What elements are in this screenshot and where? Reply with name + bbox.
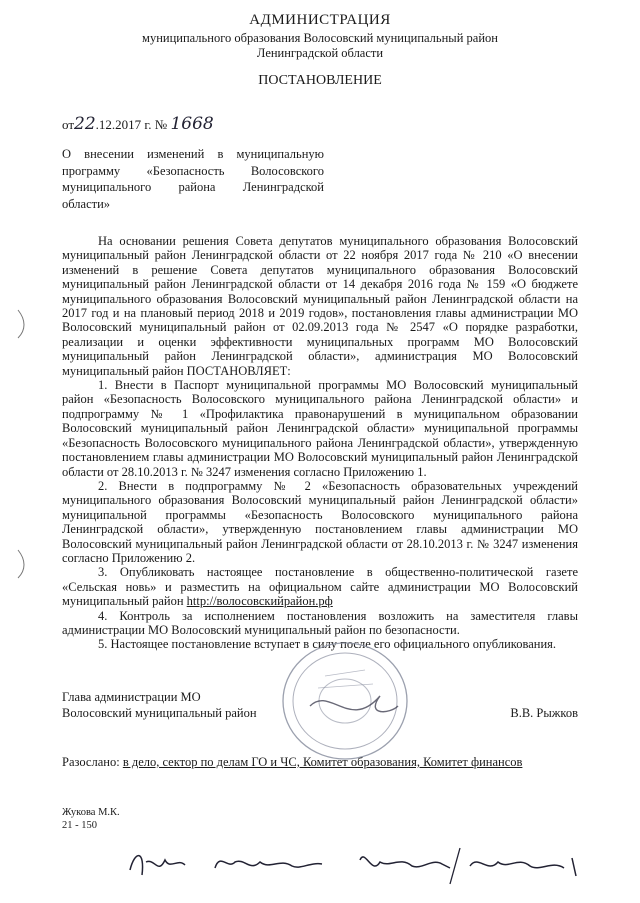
approval-signatures-handwritten [60,840,620,890]
org-subtitle-line2: Ленинградской области [256,46,384,60]
executor-name: Жукова М.К. [62,807,120,818]
signature-title-line1: Глава администрации МО [62,690,201,704]
document-body [62,234,578,652]
executor-block [62,806,120,832]
signature-title-line2: Волосовский муниципальный район [62,706,257,720]
org-subtitle-line1: муниципального образования Волосовский муниципальный район [142,31,498,45]
binder-hole-marks [6,300,46,600]
document-number-handwritten: 1668 [170,114,214,134]
paragraph-basis: На основании решения Совета депутатов муниципального образования Волосовский муниципальный район Ленинградской области от 22 ноября 2017 года № 210 «О внесении изменений в решение Совета депутатов муниципального образования Волосовский муниципальный район Ленинградской области от 14 декабря 2016 года № 159 «О бюджете муниципального образования Волосовский муниципальный район Ленинградской области на 2017 год и на плановый период 2018 и 2019 годов», постановления главы администрации МО Волосовский муниципальный район от 02.09.2013 года № 2547 «О порядке разработки, реализации и оценки эффективности муниципальных программ МО Волосовский муниципальный район Ленинградской области», администрация МО Волосовский муниципальный район ПОСТАНОВЛЯЕТ: [62,234,578,378]
paragraph-item-2: 2. Внести в подпрограмму № 2 «Безопасность образовательных учреждений муниципального образования Волосовский муниципальный район Ленинградской области» муниципальной программы «Безопасность Волосовского муниципального района Ленинградской области», утвержденную постановлением главы администрации МО Волосовский муниципальный район Ленинградской области от 28.10.2013 г. № 3247 изменения согласно Приложению 2. [62,478,578,565]
org-subtitle [0,31,640,61]
signatory-name: В.В. Рыжков [510,706,578,720]
date-number-line [62,114,214,134]
distribution-label: Разослано: [62,755,120,769]
date-prefix: от [62,117,75,132]
paragraph-item-3-text: 3. Опубликовать настоящее постановление в общественно-политической газете «Сельская новь» и разместить на официальном сайте администрации МО Волосовский муниципальный район [62,565,578,609]
distribution-line [62,755,522,770]
paragraph-item-5: 5. Настоящее постановление вступает в силу после его официального опубликования. [98,637,557,652]
document-type: ПОСТАНОВЛЕНИЕ [258,73,382,88]
date-rest: .12.2017 г. № [95,117,168,132]
date-day-handwritten: 22 [74,114,96,134]
paragraph-item-3 [62,565,578,608]
official-site-link[interactable]: http://волосовскийрайон.рф [186,594,333,609]
document-subject: О внесении изменений в муниципальную программу «Безопасность Волосовского муниципального района Ленинградской области» [62,147,324,211]
org-title: АДМИНИСТРАЦИЯ [249,12,391,28]
signature-block [62,689,578,721]
paragraph-item-1: 1. Внести в Паспорт муниципальной программы МО Волосовский муниципальный район «Безопасность Волосовского муниципального района Ленинградской области» и подпрограмму № 1 «Профилактика правонарушений в муниципальном образовании Волосовский муниципальный район Ленинградской области» муниципальной программы «Безопасность Волосовского муниципального района Ленинградской области», утвержденную постановлением главы администрации МО Волосовский муниципальный район Ленинградской области от 28.10.2013 г. № 3247 изменения согласно Приложению 1. [62,378,578,479]
distribution-list: в дело, сектор по делам ГО и ЧС, Комитет образования, Комитет финансов [122,755,523,769]
paragraph-item-4: 4. Контроль за исполнением постановления возложить на заместителя главы администрации МО Волосовский муниципальный район по безопасности. [62,608,578,637]
executor-phone: 21 - 150 [62,820,97,831]
